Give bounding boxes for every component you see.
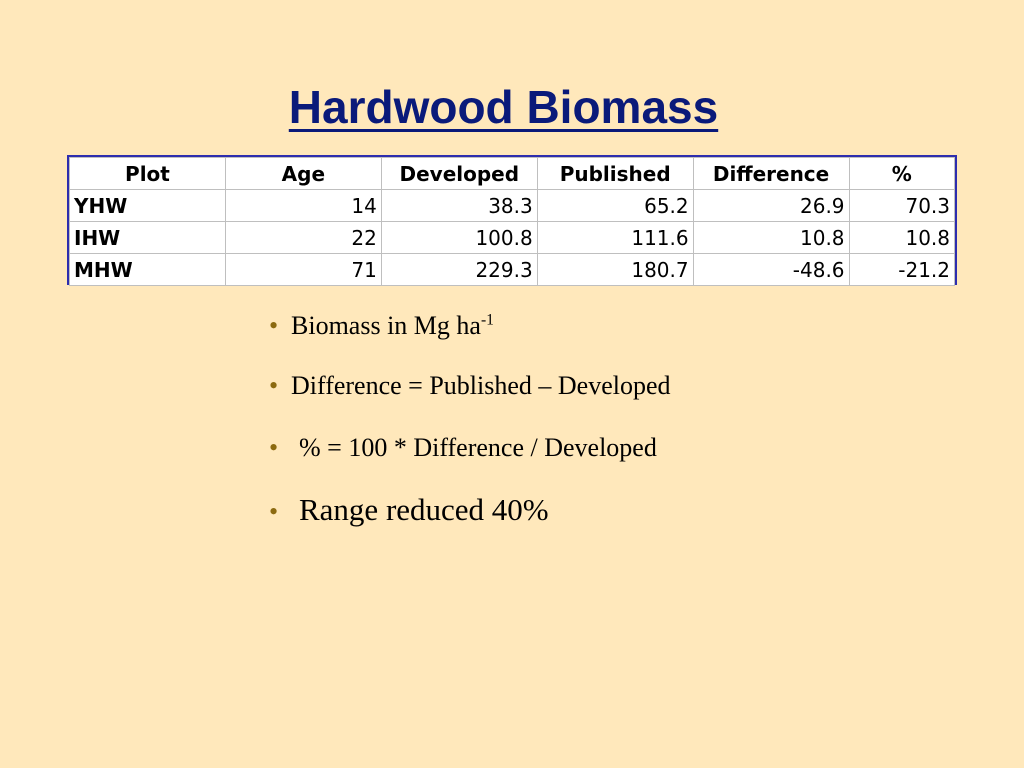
cell-difference: 10.8: [693, 222, 849, 254]
biomass-table: [69, 157, 955, 286]
bullet-icon: •: [269, 433, 279, 462]
cell-developed: 229.3: [381, 254, 537, 286]
bullet-superscript: -1: [480, 311, 494, 329]
header-developed: Developed: [381, 158, 537, 190]
cell-percent: -21.2: [849, 254, 954, 286]
bullet-icon: •: [269, 371, 279, 400]
table-row: [70, 254, 955, 286]
table-row: [70, 222, 955, 254]
cell-plot: YHW: [70, 190, 226, 222]
bullet-text: Biomass in Mg ha: [291, 311, 481, 340]
cell-difference: -48.6: [693, 254, 849, 286]
bullet-item-biomass-units: [269, 305, 969, 347]
bullet-item-range-reduced: [269, 487, 969, 533]
cell-published: 180.7: [537, 254, 693, 286]
cell-age: 71: [225, 254, 381, 286]
cell-plot: MHW: [70, 254, 226, 286]
header-published: Published: [537, 158, 693, 190]
cell-published: 111.6: [537, 222, 693, 254]
header-percent: %: [849, 158, 954, 190]
cell-developed: 100.8: [381, 222, 537, 254]
header-age: Age: [225, 158, 381, 190]
bullet-icon: •: [269, 311, 279, 340]
header-difference: Difference: [693, 158, 849, 190]
cell-difference: 26.9: [693, 190, 849, 222]
cell-published: 65.2: [537, 190, 693, 222]
bullet-item-difference-definition: [269, 365, 969, 407]
cell-percent: 10.8: [849, 222, 954, 254]
table-row: [70, 190, 955, 222]
cell-plot: IHW: [70, 222, 226, 254]
bullet-text: Difference = Published – Developed: [291, 371, 671, 400]
cell-percent: 70.3: [849, 190, 954, 222]
bullet-icon: •: [269, 497, 279, 526]
bullet-text: Range reduced 40%: [299, 492, 549, 527]
cell-age: 22: [225, 222, 381, 254]
table-header-row: [70, 158, 955, 190]
bullet-item-percent-definition: [269, 427, 969, 469]
header-plot: Plot: [70, 158, 226, 190]
cell-developed: 38.3: [381, 190, 537, 222]
slide-title: Hardwood Biomass: [288, 81, 719, 133]
bullet-text: % = 100 * Difference / Developed: [299, 433, 657, 462]
cell-age: 14: [225, 190, 381, 222]
bullet-list: [269, 305, 969, 533]
biomass-table-frame: [67, 155, 957, 285]
